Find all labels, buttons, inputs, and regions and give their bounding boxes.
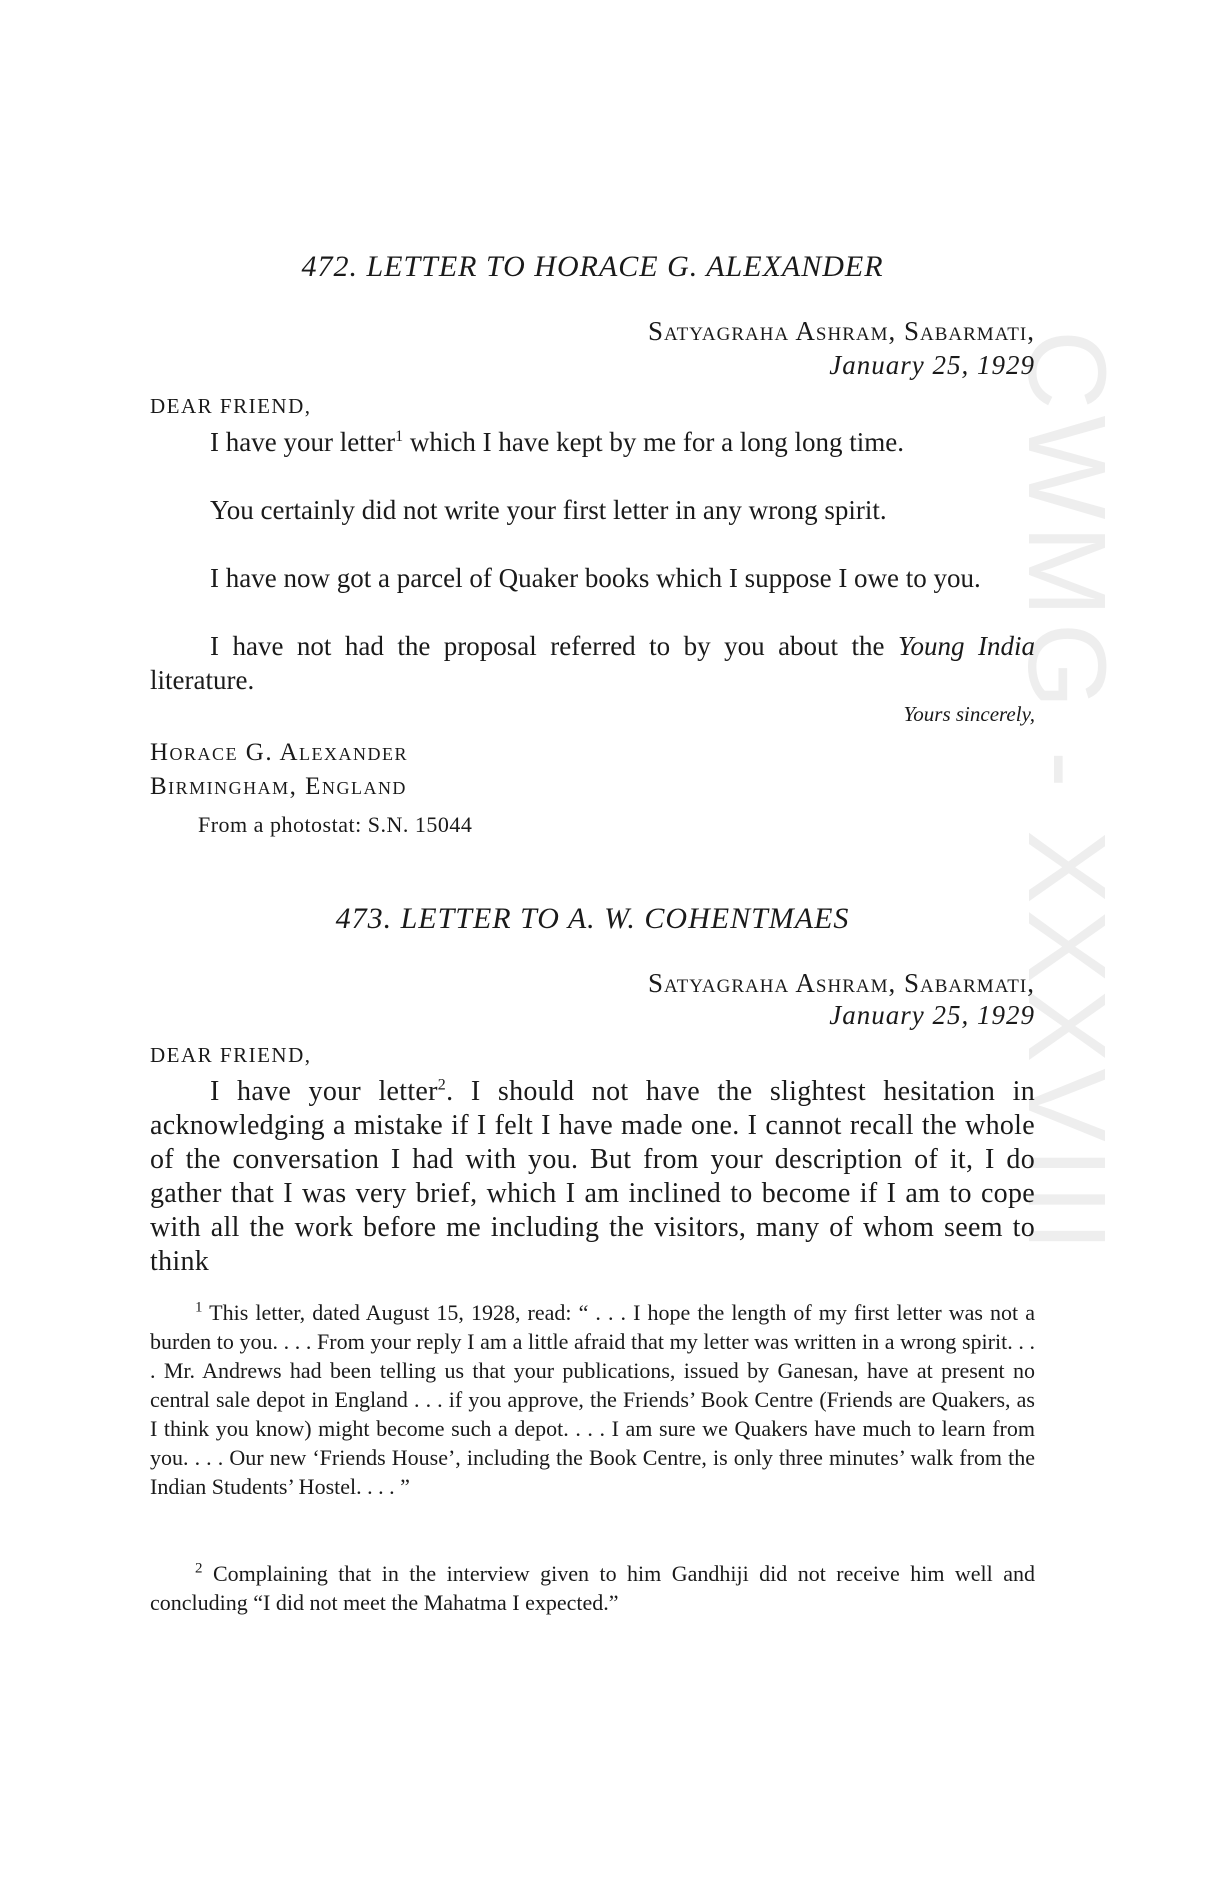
footnote-ref-1: 1 bbox=[395, 428, 404, 445]
closing-472: Yours sincerely, bbox=[903, 702, 1035, 726]
paragraph-472-4: I have not had the proposal referred to by you about the Young India literature. bbox=[150, 631, 1036, 695]
letter-heading-472: 472. LETTER TO HORACE G. ALEXANDER bbox=[301, 250, 884, 283]
salutation-473: DEAR FRIEND, bbox=[150, 1043, 312, 1067]
footnote-1: $^1$ This letter, dated August 15, 1928, read: “ . . . I hope the length of my first letter was not a burden to you. . . . From your reply I am a little afraid that my letter was written in a wrong spirit. . . . Mr. Andrews had been telling us that your publications, issued by Ganesan, have at present no central sale depot in England . . . if you approve, the Friends’ Book Centre (Friends are Quakers, as I think you know) might become such a depot. . . . I am sure we Quakers have much to learn from you. . . . Our new ‘Friends House’, including the Book Centre, is only three minutes’ walk from the Indian Students’ Hostel. . . . ” bbox=[150, 1299, 1035, 1499]
watermark: CWMG - XXXVIII bbox=[1005, 330, 1128, 1258]
letter-heading-473: 473. LETTER TO A. W. COHENTMAES bbox=[335, 902, 850, 935]
recipient-name-472: Horace G. Alexander bbox=[150, 739, 409, 766]
paragraph-472-1: I have your letter$^1$ which I have kept by me for a long long time. bbox=[210, 427, 905, 457]
paragraph-472-3: I have now got a parcel of Quaker books which I suppose I owe to you. bbox=[210, 563, 981, 593]
recipient-place-472: Birmingham, England bbox=[150, 773, 407, 800]
footnote-ref-2: 2 bbox=[437, 1076, 447, 1094]
salutation-472: DEAR FRIEND, bbox=[150, 394, 312, 418]
letter-address-473: Satyagraha Ashram, Sabarmati, bbox=[648, 968, 1035, 998]
paragraph-472-2: You certainly did not write your first letter in any wrong spirit. bbox=[210, 495, 887, 525]
publication-title: Young India bbox=[898, 631, 1036, 661]
paragraph-473-1: I have your letter$^2$. I should not have the slightest hesitation in acknowledging a mistake if I felt I have made one. I cannot recall the whole of the conversation I had with you. But from your description of it, I do gather that I was very brief, which I am inclined to become if I am to cope with all the work before me including the visitors, many of whom seem to think bbox=[150, 1076, 1036, 1277]
source-note-472: From a photostat: S.N. 15044 bbox=[198, 812, 473, 837]
letter-date-473: January 25, 1929 bbox=[829, 1000, 1035, 1030]
letter-date-472: January 25, 1929 bbox=[829, 350, 1035, 380]
document-page bbox=[150, 0, 1035, 1890]
letter-address-472: Satyagraha Ashram, Sabarmati, bbox=[648, 316, 1035, 346]
footnote-2: $^2$ Complaining that in the interview given to him Gandhiji did not receive him well and concluding “I did not meet the Mahatma I expected.” bbox=[150, 1560, 1035, 1615]
